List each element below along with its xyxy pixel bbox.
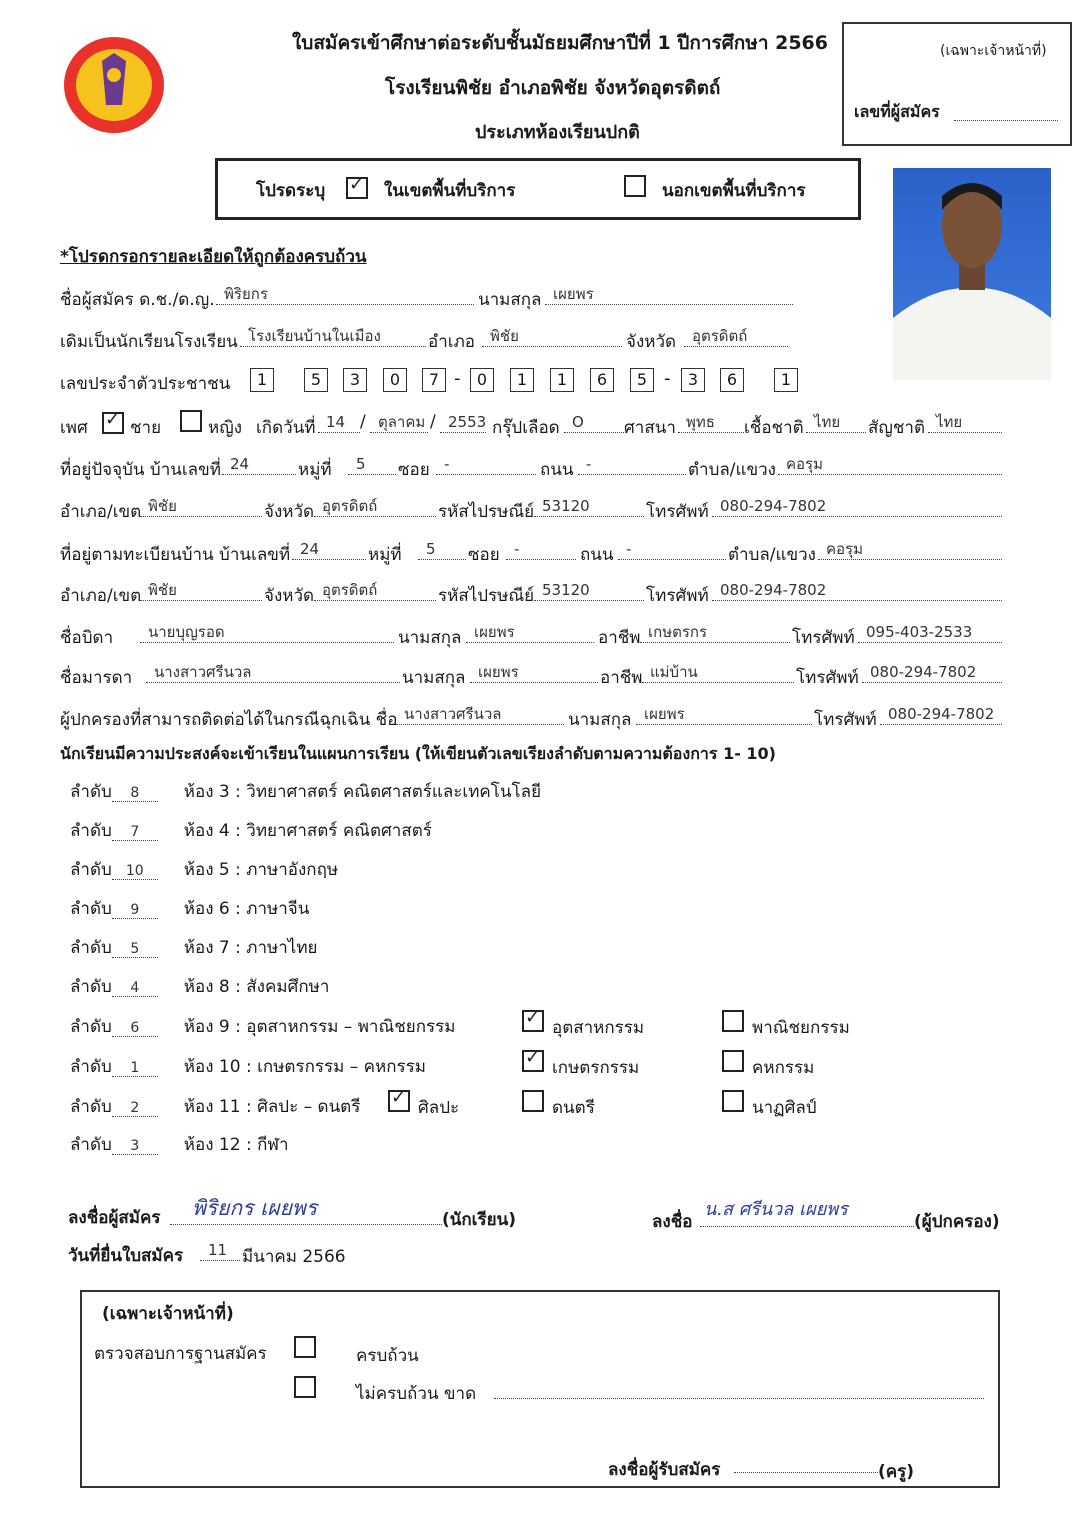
room11-opt2-label: ดนตรี bbox=[552, 1098, 595, 1118]
complete-checkbox[interactable] bbox=[294, 1336, 316, 1358]
plan-row bbox=[70, 1131, 289, 1158]
id-digit[interactable]: 7 bbox=[422, 368, 446, 392]
birth-day-field[interactable]: 14 bbox=[318, 412, 360, 433]
incomplete-label: ไม่ครบถ้วน ขาด bbox=[356, 1384, 477, 1404]
mother-name-field[interactable]: นางสาวศรีนวล bbox=[146, 662, 400, 683]
area-in-checkbox[interactable] bbox=[346, 177, 368, 199]
registered-moo-label: หมู่ที่ bbox=[368, 545, 402, 565]
school-line: โรงเรียนพิชัย อำเภอพิชัย จังหวัดอุตรดิตถ์ bbox=[385, 77, 721, 99]
guardian-surname-label: นามสกุล bbox=[568, 710, 632, 730]
first-name-field[interactable]: พิริยกร bbox=[216, 284, 474, 305]
plan-row bbox=[70, 817, 432, 844]
current-road-field[interactable]: - bbox=[578, 454, 686, 475]
area-label: โปรดระบุ bbox=[256, 181, 326, 201]
mother-job-label: อาชีพ bbox=[600, 668, 643, 688]
race-label: เชื้อชาติ bbox=[744, 418, 804, 438]
plan-room-label: ห้อง 10 : เกษตรกรรม – คหกรรม bbox=[183, 1057, 426, 1077]
room9-opt2-label: พาณิชยกรรม bbox=[752, 1018, 850, 1038]
plan-rank-field[interactable]: 3 bbox=[112, 1138, 158, 1155]
father-job-field[interactable]: เกษตรกร bbox=[640, 622, 790, 643]
plan-row bbox=[70, 1093, 360, 1120]
room10-opt2-checkbox[interactable] bbox=[722, 1050, 744, 1072]
plan-rank-field[interactable]: 1 bbox=[112, 1060, 158, 1077]
staff-section-title: (เฉพาะเจ้าหน้าที่) bbox=[102, 1304, 234, 1324]
guardian-signature: น.ส ศรีนวล เผยพร bbox=[704, 1199, 848, 1220]
order-label: ลำดับ bbox=[70, 899, 112, 919]
registered-postal-field[interactable]: 53120 bbox=[534, 580, 644, 601]
current-soi-label: ซอย bbox=[398, 460, 430, 480]
order-label: ลำดับ bbox=[70, 938, 112, 958]
area-box bbox=[215, 158, 861, 220]
applicant-signature: พิริยกร เผยพร bbox=[192, 1196, 318, 1220]
room11-opt3-label: นาฏศิลป์ bbox=[752, 1098, 817, 1118]
province-label: จังหวัด bbox=[626, 332, 677, 352]
guardian-phone-field[interactable]: 080-294-7802 bbox=[880, 704, 1002, 725]
current-moo-label: หมู่ที่ bbox=[298, 460, 332, 480]
staff-box-title: (เฉพาะเจ้าหน้าที่) bbox=[940, 43, 1047, 59]
plan-room-label: ห้อง 7 : ภาษาไทย bbox=[183, 938, 318, 958]
order-label: ลำดับ bbox=[70, 1097, 112, 1117]
receiver-label: ลงชื่อผู้รับสมัคร bbox=[608, 1460, 721, 1480]
surname-label: นามสกุล bbox=[478, 290, 542, 310]
id-digit[interactable]: 1 bbox=[774, 368, 798, 392]
plan-room-label: ห้อง 8 : สังคมศึกษา bbox=[183, 977, 330, 997]
school-logo bbox=[62, 35, 166, 135]
plan-row bbox=[70, 934, 318, 961]
receiver-suffix: (ครู) bbox=[878, 1462, 915, 1482]
area-out-checkbox[interactable] bbox=[624, 175, 646, 197]
plan-row bbox=[70, 856, 338, 883]
gender-label: เพศ bbox=[60, 418, 88, 438]
order-label: ลำดับ bbox=[70, 1057, 112, 1077]
incomplete-checkbox[interactable] bbox=[294, 1376, 316, 1398]
birth-year-field[interactable]: 2553 bbox=[440, 412, 486, 433]
room11-opt3-checkbox[interactable] bbox=[722, 1090, 744, 1112]
order-label: ลำดับ bbox=[70, 821, 112, 841]
registered-road-field[interactable]: - bbox=[618, 539, 726, 560]
current-district-field[interactable]: พิชัย bbox=[140, 496, 262, 517]
plan-rank-field[interactable]: 6 bbox=[112, 1020, 158, 1037]
current-address-label: ที่อยู่ปัจจุบัน บ้านเลขที่ bbox=[60, 460, 221, 480]
id-separator: - bbox=[664, 368, 671, 389]
father-phone-label: โทรศัพท์ bbox=[792, 628, 855, 648]
registered-province-field[interactable]: อุตรดิตถ์ bbox=[314, 580, 436, 601]
registered-road-label: ถนน bbox=[580, 545, 614, 565]
registered-phone-field[interactable]: 080-294-7802 bbox=[712, 580, 1002, 601]
plan-row bbox=[70, 1053, 426, 1080]
birth-label: เกิดวันที่ bbox=[256, 418, 316, 438]
prev-school-field[interactable]: โรงเรียนบ้านในเมือง bbox=[240, 326, 426, 347]
order-label: ลำดับ bbox=[70, 1017, 112, 1037]
room11-opt2-checkbox[interactable] bbox=[522, 1090, 544, 1112]
mother-label: ชื่อมารดา bbox=[60, 668, 133, 688]
mother-phone-field[interactable]: 080-294-7802 bbox=[862, 662, 1002, 683]
id-digit[interactable]: 6 bbox=[590, 368, 614, 392]
registered-subdistrict-label: ตำบล/แขวง bbox=[728, 545, 816, 565]
race-field[interactable]: ไทย bbox=[806, 412, 866, 433]
blood-label: กรุ๊ปเลือด bbox=[492, 418, 560, 438]
room9-opt1-checkbox[interactable] bbox=[522, 1010, 544, 1032]
plan-rank-field[interactable]: 8 bbox=[112, 785, 158, 802]
current-province-field[interactable]: อุตรดิตถ์ bbox=[314, 496, 436, 517]
id-digit[interactable]: 0 bbox=[470, 368, 494, 392]
mother-surname-field[interactable]: เผยพร bbox=[470, 662, 598, 683]
id-label: เลขประจำตัวประชาชน bbox=[60, 374, 231, 394]
applicant-sign-suffix: (นักเรียน) bbox=[442, 1210, 516, 1230]
id-digit[interactable]: 5 bbox=[630, 368, 654, 392]
district-field[interactable]: พิชัย bbox=[482, 326, 622, 347]
receiver-sign-line[interactable] bbox=[734, 1472, 878, 1473]
area-in-label: ในเขตพื้นที่บริการ bbox=[384, 181, 516, 201]
province-field[interactable]: อุตรดิตถ์ bbox=[684, 326, 788, 347]
district-label: อำเภอ bbox=[428, 332, 475, 352]
plan-room-label: ห้อง 12 : กีฬา bbox=[183, 1135, 289, 1155]
current-moo-field[interactable]: 5 bbox=[348, 454, 396, 475]
date-slash: / bbox=[360, 412, 366, 432]
order-label: ลำดับ bbox=[70, 860, 112, 880]
id-digit[interactable]: 1 bbox=[510, 368, 534, 392]
father-name-field[interactable]: นายบุญรอด bbox=[140, 622, 394, 643]
mother-job-field[interactable]: แม่บ้าน bbox=[642, 662, 794, 683]
current-soi-field[interactable]: - bbox=[436, 454, 536, 475]
father-surname-label: นามสกุล bbox=[398, 628, 462, 648]
guardian-surname-field[interactable]: เผยพร bbox=[636, 704, 812, 725]
applicant-sign-label: ลงชื่อผู้สมัคร bbox=[68, 1208, 161, 1228]
female-checkbox[interactable] bbox=[180, 410, 202, 432]
male-checkbox[interactable] bbox=[102, 412, 124, 434]
registered-address-label: ที่อยู่ตามทะเบียนบ้าน บ้านเลขที่ bbox=[60, 545, 291, 565]
applicant-no-label: เลขที่ผู้สมัคร bbox=[854, 102, 940, 121]
check-label: ตรวจสอบการฐานสมัคร bbox=[94, 1344, 267, 1364]
guardian-sign-label: ลงชื่อ bbox=[652, 1212, 693, 1232]
plan-room-label: ห้อง 3 : วิทยาศาสตร์ คณิตศาสตร์และเทคโนโลยี bbox=[183, 782, 542, 802]
room-type: ประเภทห้องเรียนปกติ bbox=[475, 122, 640, 143]
current-subdistrict-field[interactable]: คอรุม bbox=[778, 454, 1002, 475]
id-digit[interactable]: 5 bbox=[304, 368, 328, 392]
plan-room-label: ห้อง 9 : อุตสาหกรรม – พาณิชยกรรม bbox=[183, 1017, 456, 1037]
plan-rank-field[interactable]: 7 bbox=[112, 824, 158, 841]
area-out-label: นอกเขตพื้นที่บริการ bbox=[662, 181, 806, 201]
registered-house-field[interactable]: 24 bbox=[292, 539, 366, 560]
prev-school-label: เดิมเป็นนักเรียนโรงเรียน bbox=[60, 332, 238, 352]
missing-items-field[interactable] bbox=[494, 1398, 984, 1399]
id-digit[interactable]: 1 bbox=[550, 368, 574, 392]
room10-opt1-checkbox[interactable] bbox=[522, 1050, 544, 1072]
plan-rank-field[interactable]: 4 bbox=[112, 980, 158, 997]
submit-date-rest: มีนาคม 2566 bbox=[242, 1247, 346, 1267]
registered-province-label: จังหวัด bbox=[264, 586, 315, 606]
religion-field[interactable]: พุทธ bbox=[678, 412, 744, 433]
plan-row bbox=[70, 895, 309, 922]
id-digit[interactable]: 3 bbox=[681, 368, 705, 392]
submit-day-field[interactable]: 11 bbox=[200, 1240, 240, 1261]
name-label: ชื่อผู้สมัคร ด.ช./ด.ญ. bbox=[60, 290, 215, 310]
applicant-no-field[interactable] bbox=[954, 120, 1058, 121]
nationality-field[interactable]: ไทย bbox=[928, 412, 1002, 433]
current-province-label: จังหวัด bbox=[264, 502, 315, 522]
registered-district-field[interactable]: พิชัย bbox=[140, 580, 262, 601]
id-separator: - bbox=[454, 368, 461, 389]
birth-month-field[interactable]: ตุลาคม bbox=[370, 412, 428, 433]
current-house-field[interactable]: 24 bbox=[222, 454, 296, 475]
guardian-name-field[interactable]: นางสาวศรีนวล bbox=[396, 704, 564, 725]
instruction: *โปรดกรอกรายละเอียดให้ถูกต้องครบถ้วน bbox=[60, 247, 367, 267]
blood-field[interactable]: O bbox=[564, 412, 624, 433]
current-subdistrict-label: ตำบล/แขวง bbox=[688, 460, 776, 480]
complete-label: ครบถ้วน bbox=[356, 1346, 419, 1366]
religion-label: ศาสนา bbox=[624, 418, 676, 438]
plan-room-label: ห้อง 6 : ภาษาจีน bbox=[183, 899, 310, 919]
current-phone-label: โทรศัพท์ bbox=[646, 502, 709, 522]
surname-field[interactable]: เผยพร bbox=[545, 284, 793, 305]
staff-applicant-box bbox=[842, 22, 1072, 146]
female-label: หญิง bbox=[208, 418, 242, 438]
registered-moo-field[interactable]: 5 bbox=[418, 539, 466, 560]
plan-room-label: ห้อง 4 : วิทยาศาสตร์ คณิตศาสตร์ bbox=[183, 821, 432, 841]
room9-opt1-label: อุตสาหกรรม bbox=[552, 1018, 645, 1038]
current-postal-field[interactable]: 53120 bbox=[534, 496, 644, 517]
submit-date-label: วันที่ยื่นใบสมัคร bbox=[68, 1246, 184, 1266]
order-label: ลำดับ bbox=[70, 977, 112, 997]
guardian-sign-suffix: (ผู้ปกครอง) bbox=[914, 1212, 1000, 1232]
staff-section bbox=[80, 1290, 1000, 1488]
room9-opt2-checkbox[interactable] bbox=[722, 1010, 744, 1032]
plan-row bbox=[70, 778, 541, 805]
plan-rank-field[interactable]: 9 bbox=[112, 902, 158, 919]
id-digit[interactable]: 6 bbox=[720, 368, 744, 392]
plans-heading: นักเรียนมีความประสงค์จะเข้าเรียนในแผนการเรียน (ให้เขียนตัวเลขเรียงลำดับตามความต้องการ 1- 10) bbox=[60, 744, 776, 763]
plan-row bbox=[70, 973, 329, 1000]
male-label: ชาย bbox=[130, 418, 162, 438]
plan-row bbox=[70, 1013, 456, 1040]
registered-subdistrict-field[interactable]: คอรุม bbox=[818, 539, 1002, 560]
order-label: ลำดับ bbox=[70, 782, 112, 802]
id-digit[interactable]: 3 bbox=[343, 368, 367, 392]
father-phone-field[interactable]: 095-403-2533 bbox=[858, 622, 1002, 643]
applicant-photo bbox=[893, 168, 1051, 380]
guardian-sign-line[interactable] bbox=[700, 1226, 914, 1227]
current-road-label: ถนน bbox=[540, 460, 574, 480]
mother-phone-label: โทรศัพท์ bbox=[796, 668, 859, 688]
guardian-label: ผู้ปกครองที่สามารถติดต่อได้ในกรณีฉุกเฉิน ชื่อ bbox=[60, 710, 398, 730]
registered-soi-field[interactable]: - bbox=[506, 539, 576, 560]
order-label: ลำดับ bbox=[70, 1135, 112, 1155]
room11-opt1-checkbox[interactable] bbox=[388, 1090, 410, 1112]
room10-opt2-label: คหกรรม bbox=[752, 1058, 815, 1078]
guardian-phone-label: โทรศัพท์ bbox=[814, 710, 877, 730]
plan-rank-field[interactable]: 10 bbox=[112, 863, 158, 880]
plan-room-label: ห้อง 11 : ศิลปะ – ดนตรี bbox=[183, 1097, 361, 1117]
registered-postal-label: รหัสไปรษณีย์ bbox=[438, 586, 535, 606]
current-postal-label: รหัสไปรษณีย์ bbox=[438, 502, 535, 522]
father-surname-field[interactable]: เผยพร bbox=[466, 622, 594, 643]
plan-rank-field[interactable]: 2 bbox=[112, 1100, 158, 1117]
plan-rank-field[interactable]: 5 bbox=[112, 941, 158, 958]
id-digit[interactable]: 0 bbox=[383, 368, 407, 392]
date-slash: / bbox=[430, 412, 436, 432]
registered-soi-label: ซอย bbox=[468, 545, 500, 565]
current-phone-field[interactable]: 080-294-7802 bbox=[712, 496, 1002, 517]
plan-room-label: ห้อง 5 : ภาษาอังกฤษ bbox=[183, 860, 339, 880]
registered-district-label: อำเภอ/เขต bbox=[60, 586, 142, 606]
father-job-label: อาชีพ bbox=[598, 628, 641, 648]
room11-opt1-label: ศิลปะ bbox=[418, 1098, 460, 1118]
father-label: ชื่อบิดา bbox=[60, 628, 114, 648]
room10-opt1-label: เกษตรกรรม bbox=[552, 1058, 640, 1078]
nationality-label: สัญชาติ bbox=[868, 418, 925, 438]
current-district-label: อำเภอ/เขต bbox=[60, 502, 142, 522]
id-digit[interactable]: 1 bbox=[250, 368, 274, 392]
mother-surname-label: นามสกุล bbox=[402, 668, 466, 688]
form-title: ใบสมัครเข้าศึกษาต่อระดับชั้นมัธยมศึกษาปีที่ 1 ปีการศึกษา 2566 bbox=[292, 32, 828, 54]
registered-phone-label: โทรศัพท์ bbox=[646, 586, 709, 606]
